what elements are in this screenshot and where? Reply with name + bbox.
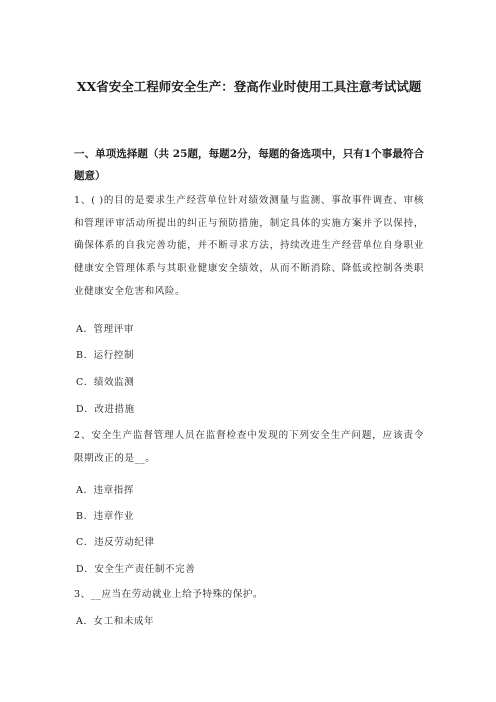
question-1-option-c: C．绩效监测: [76, 377, 135, 388]
question-2-option-c: C．违反劳动纪律: [76, 537, 155, 548]
question-2-option-b: B．违章作业: [76, 511, 135, 522]
document-title: XX省安全工程师安全生产：登高作业时使用工具注意考试试题: [76, 79, 422, 94]
question-1-stem: 1、( )的目的是要求生产经营单位针对绩效测量与监测、事故事件调查、审核和管理评审活动所提出的纠正与预防措施，制定具体的实施方案并予以保持，确保体系的自我完善功能，并不断寻求方法，持续改进生产经营单位自身职业健康安全管理体系与其职业健康安全绩效，从而不断消除、降低或控制各类职业健康安全危害和风险。: [74, 195, 424, 297]
section-heading: 一、单项选择题（共 25题，每题2分，每题的备选项中，只有1个事最符合题意）: [74, 148, 424, 182]
question-2-option-d: D．安全生产责任制不完善: [76, 564, 196, 575]
question-1-option-a: A．管理评审: [76, 324, 134, 335]
question-1-option-d: D．改进措施: [76, 404, 135, 415]
question-2-stem: 2、安全生产监督管理人员在监督检查中发现的下列安全生产问题，应该责令限期改正的是__。: [74, 430, 424, 464]
question-2-option-a: A．违章指挥: [76, 485, 134, 496]
question-1-option-b: B．运行控制: [76, 350, 135, 361]
question-3-option-a: A．女工和未成年: [76, 616, 155, 627]
question-3-stem: 3、__应当在劳动就业上给予特殊的保护。: [74, 589, 264, 600]
